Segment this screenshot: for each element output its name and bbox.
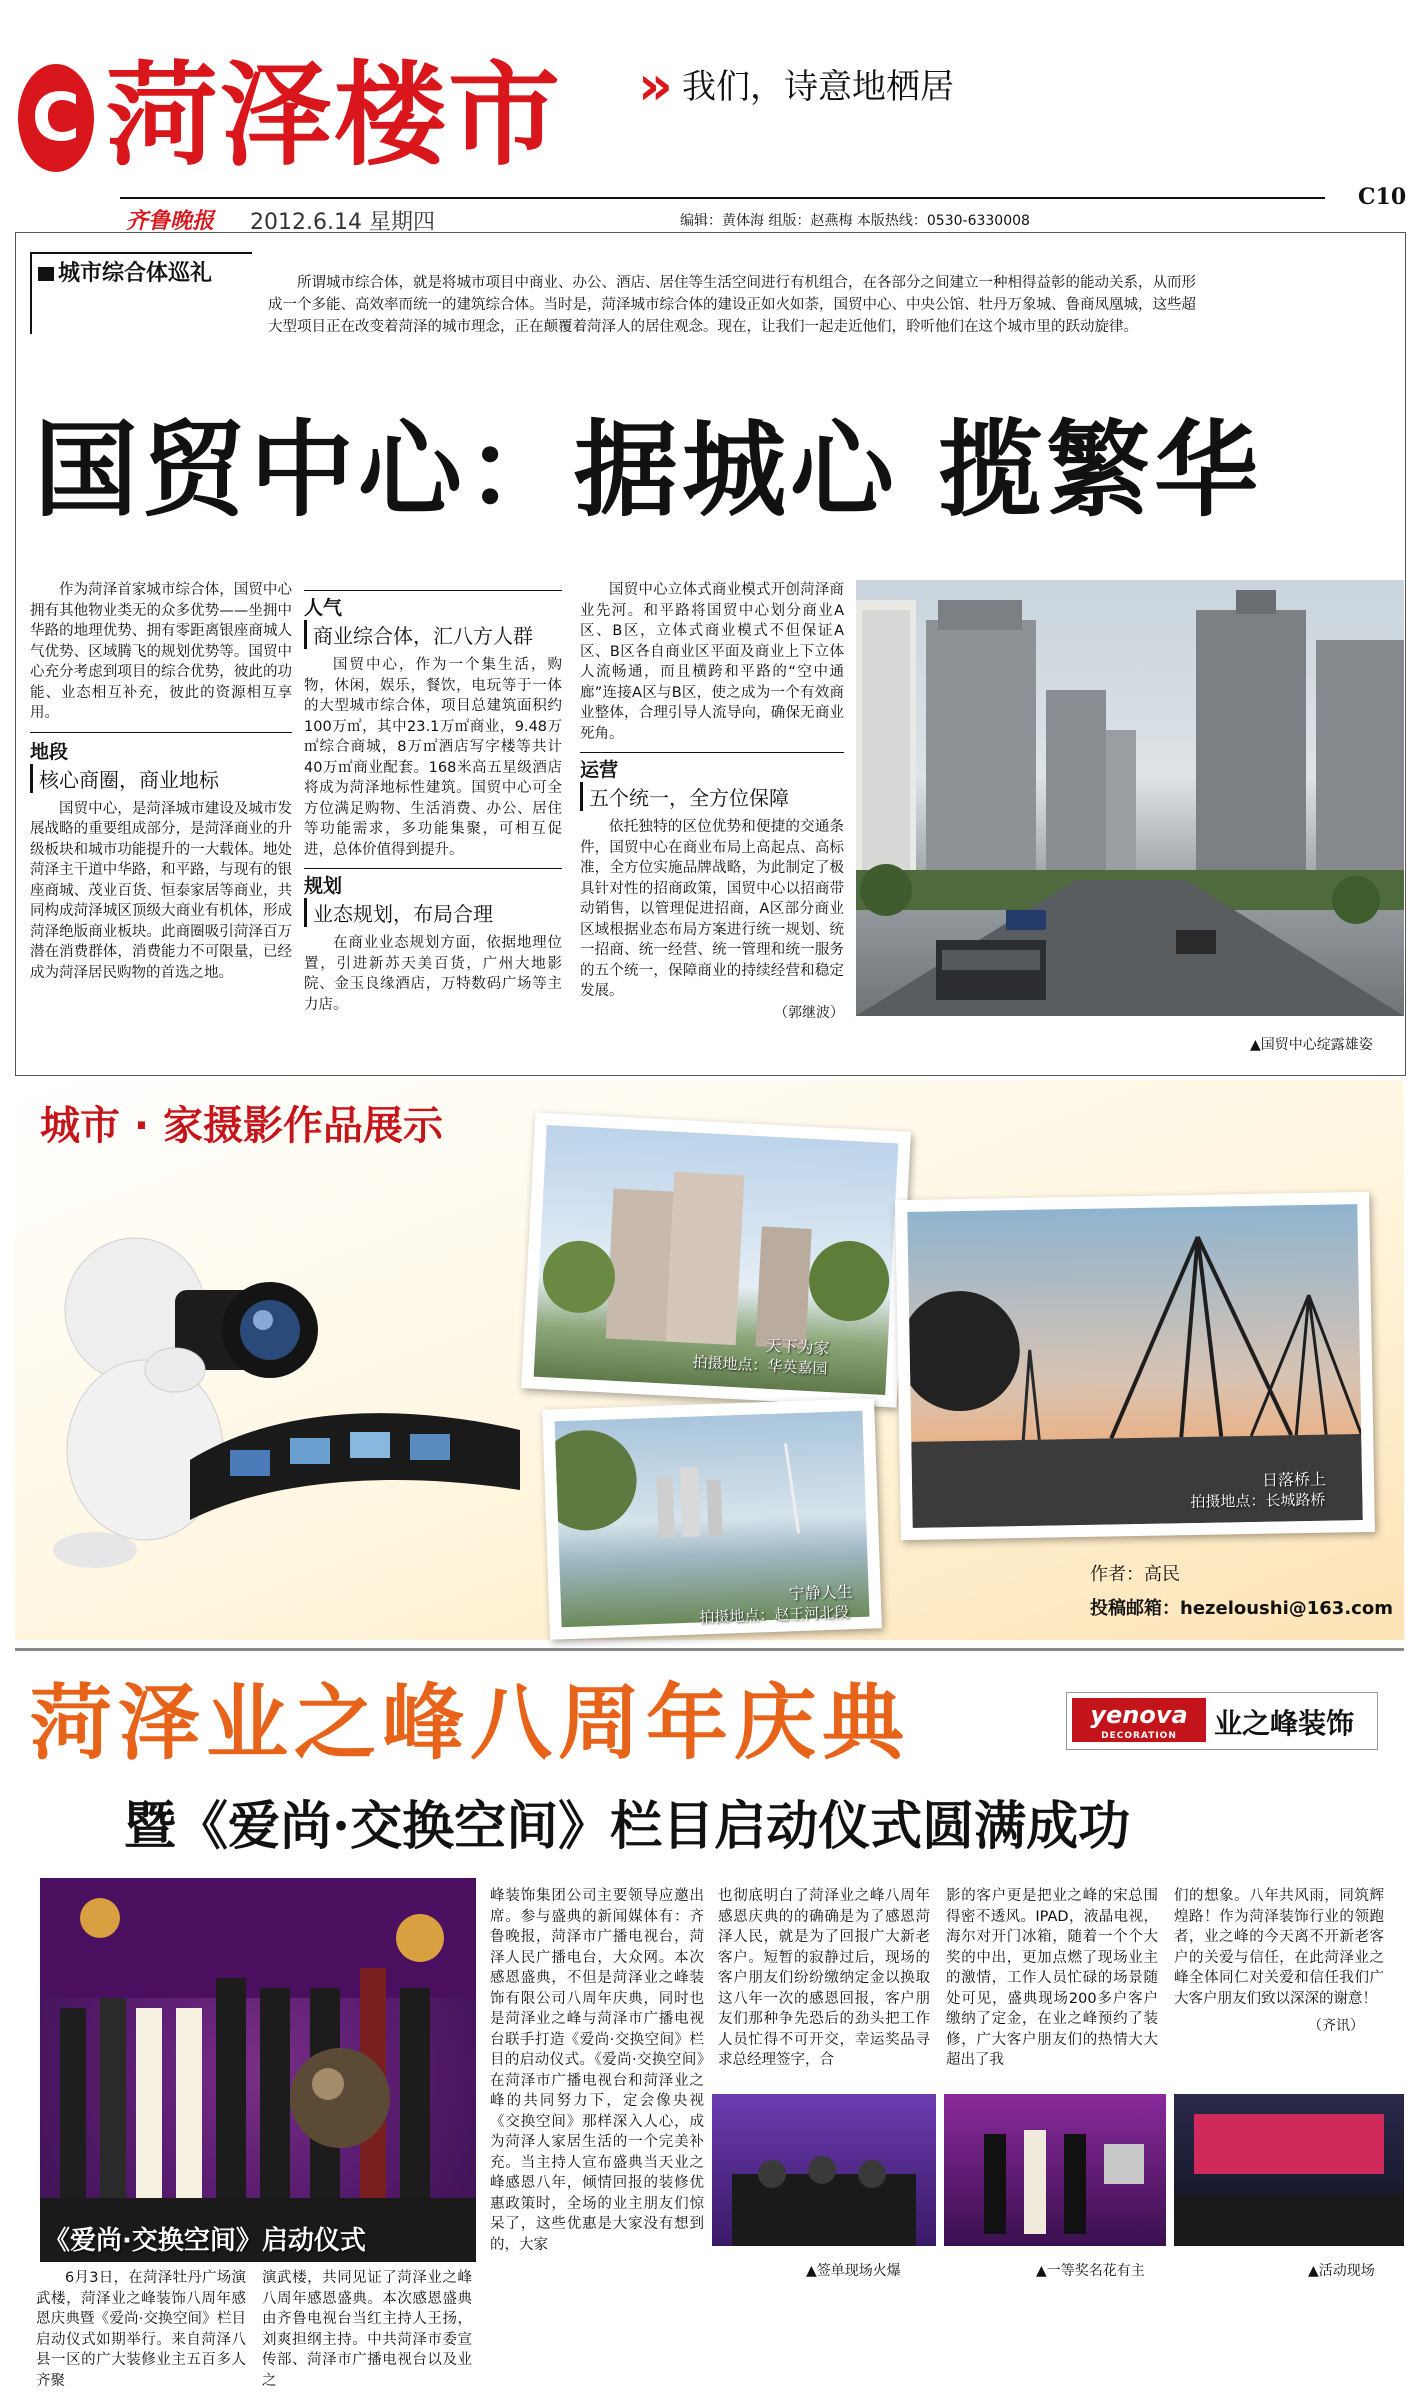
prize-illustration <box>944 2094 1166 2246</box>
article-paragraph: 在商业业态规划方面，依据地理位置，引进新苏天美百货，广州大地影院、金玉良缘酒店，万特数码广场等主力店。 <box>304 935 562 1013</box>
brand-logo-letter: C <box>31 79 81 156</box>
signing-illustration <box>712 2094 936 2246</box>
sponsor-logo-subtext: DECORATION <box>1101 1731 1177 1741</box>
section-divider <box>15 1648 1404 1651</box>
page-number: C10 <box>1358 184 1407 210</box>
photo-signing <box>712 2094 936 2246</box>
submission-email: 投稿邮箱：hezeloushi@163.com <box>1090 1598 1393 1619</box>
subhead-tag: 人气 <box>304 597 343 619</box>
column-tag-text: 城市综合体巡礼 <box>58 261 213 286</box>
article-paragraph: 们的想象。八年共风雨，同筑辉煌路！作为菏泽装饰行业的领跑者，业之峰的今天离不开新老客户的关爱与信任，在此菏泽业之峰全体同仁对关爱和信任我们广大客户朋友们致以深深的谢意！ <box>1174 1888 1384 2007</box>
photo-location: 拍摄地点：华英嘉园 <box>692 1352 828 1378</box>
article-paragraph: 峰装饰集团公司主要领导应邀出席。参与盛典的新闻媒体有：齐鲁晚报，菏泽市广播电视台，菏泽人民广播电台，大众网。本次感恩盛典，不但是菏泽业之峰装饰有限公司八周年庆典，同时也是菏泽业之峰与菏泽市广播电视台联手打造《爱尚·交换空间》栏目的启动仪式。《爱尚·交换空间》在菏泽市广播电视台和菏泽业之峰的共同努力下，定会像央视《交换空间》那样深入人心，成为菏泽人家居生活的一个完美补充。当主持人宣布盛典当天业之峰感恩八年，倾情回报的装修优惠政策时，全场的业主朋友们惊呆了，这些优惠是大家没有想到的，大家 <box>490 1888 704 2253</box>
article-paragraph: 国贸中心，作为一个集生活，购物，休闲，娱乐，餐饮，电玩等于一体的大型城市综合体，项目总建筑面积约100万㎡，其中23.1万㎡商业，9.48万㎡综合商城，8万㎡酒店写字楼等共计40万㎡商业配套。168米高五星级酒店将成为菏泽地标性建筑。国贸中心可全方位满足购物、生活消费、办公、居住等功能需求，多功能集聚，可相互促进，总体价值得到提升。 <box>304 657 562 858</box>
subhead-planning <box>304 868 562 927</box>
editor-credits: 编辑：黄体海 组版：赵燕梅 本版热线：0530-6330008 <box>680 213 1030 229</box>
sponsor-logo-text: yenova <box>1090 1701 1188 1729</box>
article-paragraph: 国贸中心立体式商业模式开创菏泽商业先河。和平路将国贸中心划分商业A区、B区，立体式商业模式不但保证A区、B区各自商业区平面及商业上下立体人流畅通，而且横跨和平路的“空中通廊”连接A区与B区，使之成为一个有效商业整体，合理引导人流导向，确保无商业死角。 <box>580 582 844 742</box>
brand-logo <box>18 64 94 172</box>
photo-venue <box>1174 2094 1404 2246</box>
photo-prize <box>944 2094 1166 2246</box>
subheadline-ceremony: 暨《爱尚·交换空间》栏目启动仪式圆满成功 <box>124 1796 1131 1857</box>
subhead-operation <box>580 752 844 811</box>
byline: （郭继波） <box>774 1004 844 1020</box>
masthead-rule <box>120 197 1325 199</box>
headline-guomao: 国贸中心：据城心 揽繁华 <box>34 408 1263 531</box>
column-intro: 所谓城市综合体，就是将城市项目中商业、办公、酒店、居住等生活空间进行有机组合，在各部分之间建立一种相得益彰的能动关系，从而形成一个多能、高效率而统一的建筑综合体。当时是，菏泽城市综合体的建设正如火如荼，国贸中心、中央公馆、牡丹万象城、鲁商凤凰城，这些超大型项目正在改变着菏泽的城市理念，正在颠覆着菏泽人的居住观念。现在，让我们一起走近他们，聆听他们在这个城市里的跃动旋律。 <box>268 275 1196 335</box>
venue-illustration <box>1174 2094 1404 2246</box>
photo-caption: ▲活动现场 <box>1308 2263 1375 2279</box>
photo-caption: ▲一等奖名花有主 <box>1036 2263 1145 2279</box>
headline-anniversary: 菏泽业之峰八周年庆典 <box>30 1675 911 1771</box>
photo-launch-ceremony <box>40 1878 476 2262</box>
article-column-b <box>262 2268 472 2398</box>
article-column-3 <box>580 580 844 1020</box>
subhead-location <box>30 732 292 793</box>
issue-date: 2012.6.14 星期四 <box>250 210 435 235</box>
article-column-e <box>946 1886 1158 2088</box>
brand-title: 菏泽楼市 <box>106 50 562 181</box>
film-strip <box>190 1400 520 1520</box>
film-strip-graphic <box>190 1400 520 1520</box>
article-paragraph: 6月3日，在菏泽牡丹广场演武楼，菏泽业之峰装饰八周年感恩庆典暨《爱尚·交换空间》栏目启动仪式如期举行。来自菏泽八县一区的广大装修业主五百多人齐聚 <box>36 2270 246 2389</box>
photo-location: 拍摄地点：赵王河北段 <box>699 1603 850 1627</box>
newspaper-name: 齐鲁晚报 <box>126 208 215 234</box>
article-paragraph: 依托独特的区位优势和便捷的交通条件，国贸中心在商业布局上高起点、高标准，全方位实施品牌战略，为此制定了极具针对性的招商政策，国贸中心以招商带动销售，以管理促进招商，A区部分商业区域根据业态布局方案进行统一规划、统一招商、统一经营、统一管理和统一服务的五个统一，保障商业的持续经营和稳定发展。 <box>580 819 844 999</box>
photo-caption: ▲国贸中心绽露雄姿 <box>1250 1037 1373 1053</box>
byline: （齐讯） <box>1308 2018 1364 2034</box>
subhead-tag: 运营 <box>580 759 619 781</box>
column-tag <box>38 256 212 287</box>
photo-title: 天下为家 <box>765 1335 831 1359</box>
showcase-title: 城市 · 家摄影作品展示 <box>40 1103 444 1149</box>
ceremony-photo-caption: 《爱尚·交换空间》启动仪式 <box>44 2226 366 2256</box>
ceremony-illustration <box>40 1878 476 2262</box>
article-column-a <box>36 2268 246 2398</box>
photo-guomao-center <box>856 580 1404 1016</box>
article-column-f <box>1174 1886 1384 2088</box>
article-paragraph: 也彻底明白了菏泽业之峰八周年感恩庆典的的确确是为了感恩菏泽人民，就是为了回报广大新老客户。短暂的寂静过后，现场的客户朋友们纷纷缴纳定金以换取这八年一次的感恩回报，客户朋友们那种争先恐后的劲头把工作人员忙得不可开交，幸运奖品寻求总经理签字，合 <box>718 1888 930 2068</box>
article-column-2 <box>304 590 562 1020</box>
street-scene-illustration <box>856 580 1404 1016</box>
column-tag-marker <box>38 267 54 281</box>
article-paragraph: 演武楼，共同见证了菏泽业之峰八周年感恩盛典。本次感恩盛典由齐鲁电视台当红主持人王扬，刘爽担纲主持。中共菏泽市委宣传部、菏泽市广播电视台以及业之 <box>262 2270 472 2389</box>
article-column-d <box>718 1886 930 2088</box>
photo-caption: ▲签单现场火爆 <box>806 2263 901 2279</box>
photo-frame-river <box>542 1398 882 1639</box>
subhead-popularity <box>304 590 562 649</box>
photo-frame-bridge <box>895 1192 1375 1540</box>
sponsor-logo <box>1072 1698 1206 1742</box>
subhead-title: 五个统一，全方位保障 <box>580 782 844 811</box>
subhead-title: 商业综合体，汇八方人群 <box>304 620 562 649</box>
photo-frame-home <box>521 1112 911 1407</box>
photo-title: 宁静人生 <box>788 1582 853 1604</box>
article-lead: 作为菏泽首家城市综合体，国贸中心拥有其他物业类无的众多优势——坐拥中华路的地理优势、拥有零距离银座商城人气优势、区域腾飞的规划优势等。国贸中心充分考虑到项目的综合优势，彼此的功能、业态相互补充，彼此的资源相互享用。 <box>30 582 292 721</box>
article-column-1 <box>30 580 292 1020</box>
article-column-c <box>490 1886 704 2398</box>
chevron-icon: » <box>638 54 673 117</box>
subhead-title: 核心商圈，商业地标 <box>30 764 292 793</box>
sponsor-name: 业之峰装饰 <box>1214 1707 1355 1740</box>
subhead-tag: 规划 <box>304 875 343 897</box>
subhead-title: 业态规划，布局合理 <box>304 898 562 927</box>
article-paragraph: 影的客户更是把业之峰的宋总围得密不透风。IPAD，液晶电视，海尔对开门冰箱，随着一个个大奖的中出，更加点燃了现场业主的激情，工作人员忙碌的场景随处可见，盛典现场200多户客户缴纳了定金，在业之峰预约了装修，广大客户朋友们的热情大大超出了我 <box>946 1888 1158 2068</box>
photo-author: 作者：高民 <box>1090 1564 1180 1585</box>
photo-title: 日落桥上 <box>1261 1469 1327 1490</box>
slogan: 我们，诗意地栖居 <box>682 67 954 107</box>
photo-location: 拍摄地点：长城路桥 <box>1190 1490 1326 1512</box>
subhead-tag: 地段 <box>30 740 69 763</box>
article-paragraph: 国贸中心，是菏泽城市建设及城市发展战略的重要组成部分，是菏泽商业的升级板块和城市功能提升的一大载体。地处菏泽主干道中华路，和平路，与现有的银座商城、茂业百货、恒泰家居等商业，共同构成菏泽城区顶级大商业有机体，形成菏泽绝版商业板块。此商圈吸引菏泽百万潜在消费群体，消费能力不可限量，已经成为菏泽居民购物的首选之地。 <box>30 800 292 981</box>
